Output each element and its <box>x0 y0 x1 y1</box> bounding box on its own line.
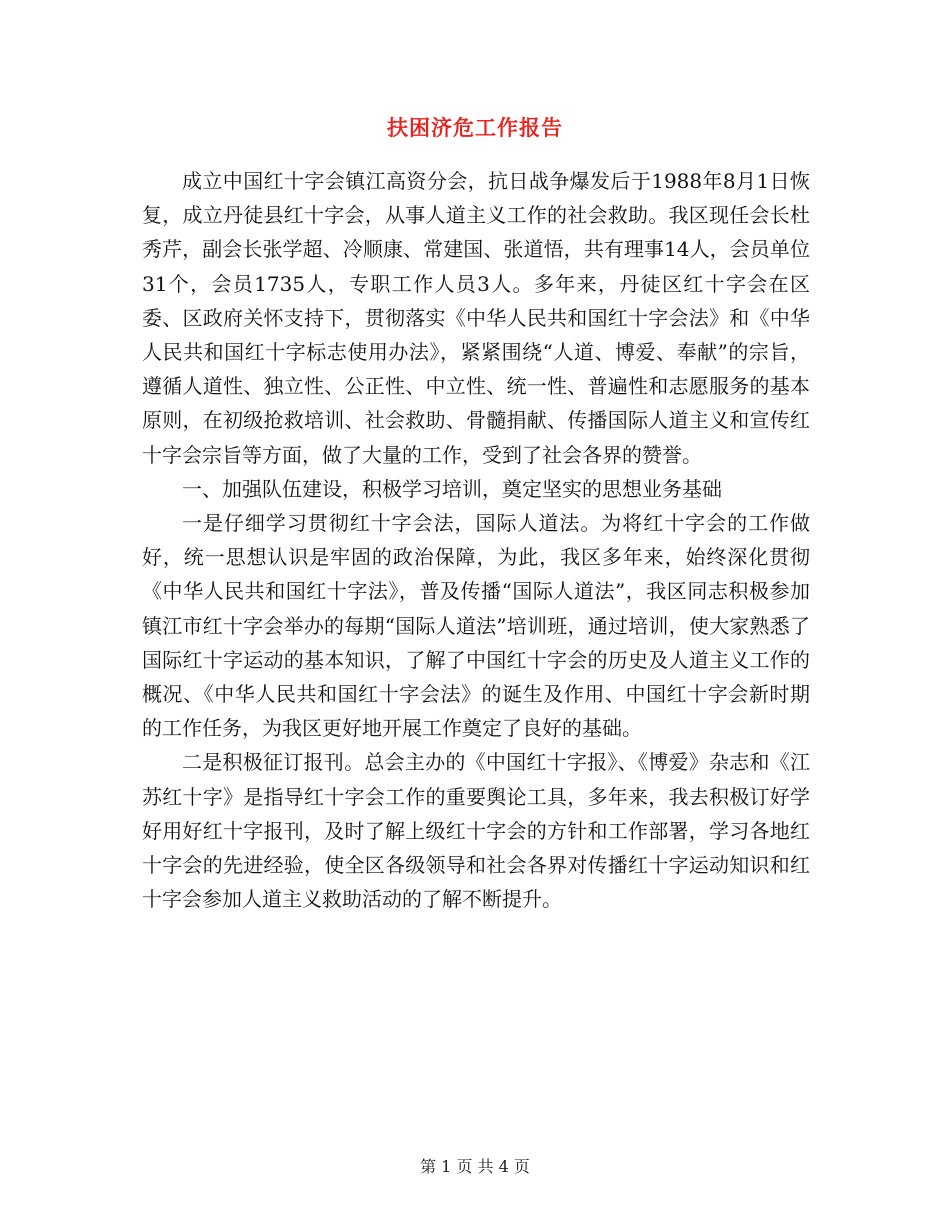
document-body <box>142 164 810 916</box>
document-title: 扶困济危工作报告 <box>387 115 563 140</box>
section-heading-1: 一、加强队伍建设，积极学习培训，奠定坚实的思想业务基础 <box>182 476 722 501</box>
paragraph-intro: 成立中国红十字会镇江高资分会，抗日战争爆发后于1988年8月1日恢复，成立丹徒县红十字会，从事人道主义工作的社会救助。我区现任会长杜秀芹，副会长张学超、冷顺康、常建国、张道悟，共有理事14人，会员单位31个，会员1735人，专职工作人员3人。多年来，丹徒区红十字会在区委、区政府关怀支持下，贯彻落实《中华人民共和国红十字会法》和《中华人民共和国红十字标志使用办法》，紧紧围绕“人道、博爱、奉献”的宗旨，遵循人道性、独立性、公正性、中立性、统一性、普遍性和志愿服务的基本原则，在初级抢救培训、社会救助、骨髓捐献、传播国际人道主义和宣传红十字会宗旨等方面，做了大量的工作，受到了社会各界的赞誉。 <box>142 169 810 467</box>
page-footer: 第 1 页 共 4 页 <box>420 1157 530 1176</box>
paragraph-subscribe-press: 二是积极征订报刊。总会主办的《中国红十字报》、《博爱》杂志和《江苏红十字》是指导红十字会工作的重要舆论工具，多年来，我去积极订好学好用好红十字报刊，及时了解上级红十字会的方针和工作部署，学习各地红十字会的先进经验，使全区各级领导和社会各界对传播红十字运动知识和红十字会参加人道主义救助活动的了解不断提升。 <box>142 750 810 912</box>
paragraph-study-law: 一是仔细学习贯彻红十字会法，国际人道法。为将红十字会的工作做好，统一思想认识是牢固的政治保障，为此，我区多年来，始终深化贯彻《中华人民共和国红十字法》，普及传播“国际人道法”，我区同志积极参加镇江市红十字会举办的每期“国际人道法”培训班，通过培训，使大家熟悉了国际红十字运动的基本知识，了解了中国红十字会的历史及人道主义工作的概况、《中华人民共和国红十字会法》的诞生及作用、中国红十字会新时期的工作任务，为我区更好地开展工作奠定了良好的基础。 <box>142 511 810 741</box>
